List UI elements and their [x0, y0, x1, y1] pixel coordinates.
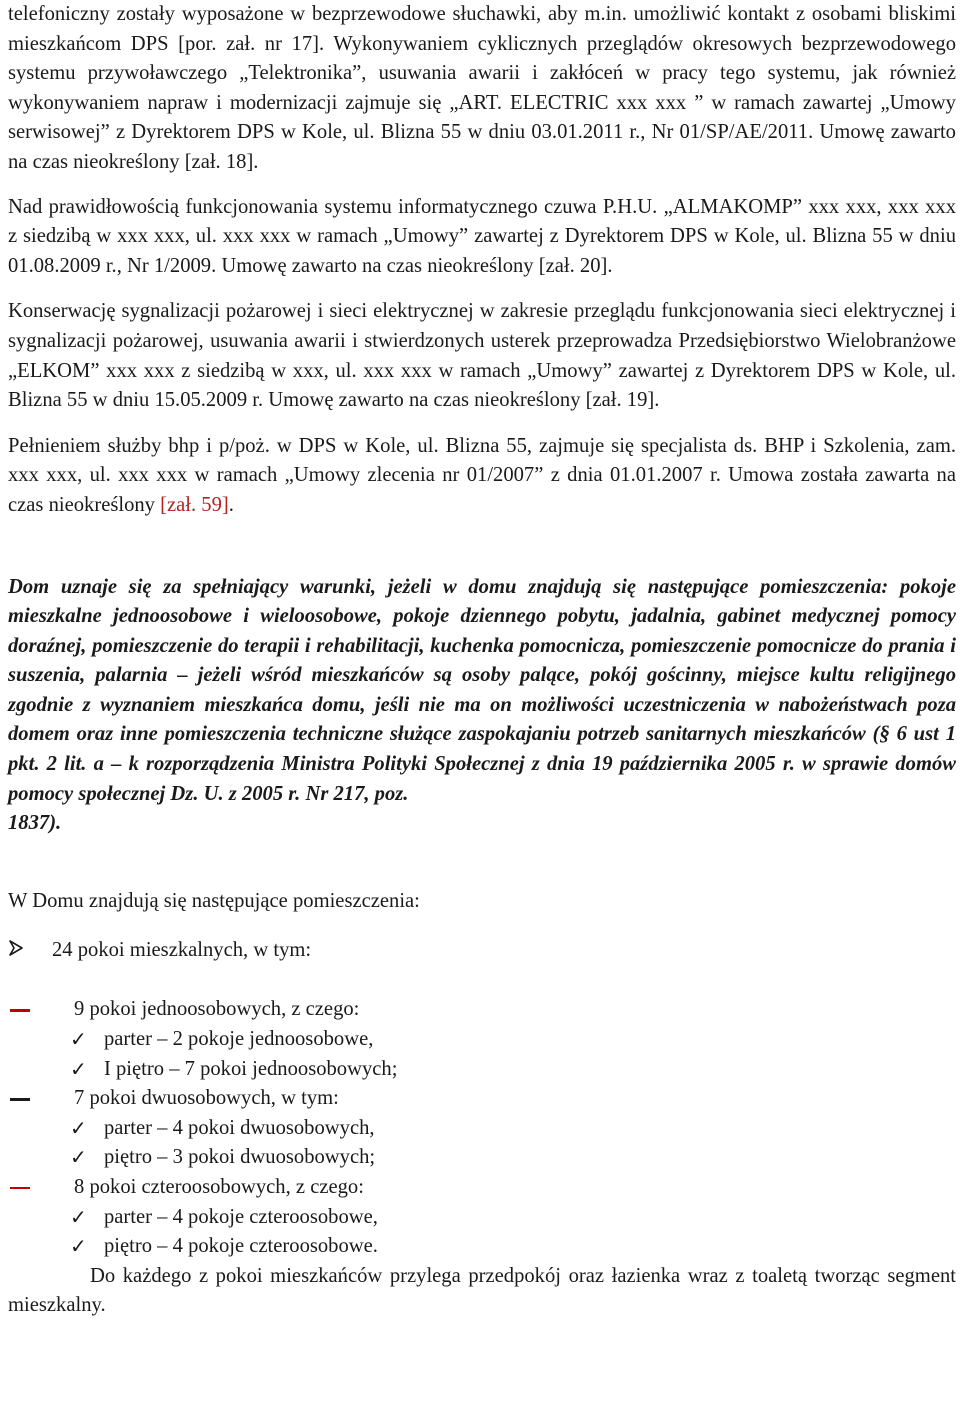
checkmark-icon: ✓: [70, 1115, 87, 1140]
checkmark-icon: ✓: [70, 1234, 87, 1259]
document-page: [8, 0, 956, 1321]
attachment-reference: [zał. 59]: [160, 493, 229, 516]
rooms-intro: W Domu znajdują się następujące pomieszczenia:: [8, 889, 420, 912]
check-item: ✓ I piętro – 7 pokoi jednoosobowych;: [8, 1055, 956, 1085]
checkmark-icon: ✓: [70, 1056, 87, 1081]
paragraph-fire-alarm: Konserwację sygnalizacji pożarowej i sieci elektrycznej w zakresie przeglądu funkcjonowania sieci elektrycznej i sygnalizacji pożarowej, usuwania awarii i stwierdzonych usterek przeprowadza Przedsiębiorstwo Wielobranżowe „ELKOM” xxx xxx z siedzibą w xxx, ul. xxx xxx w ramach „Umowy” zawartej z Dyrektorem DPS w Kole, ul. Blizna 55 w dniu 15.05.2009 r. Umowę zawarto na czas nieokreślony [zał. 19].: [8, 300, 957, 412]
group-quad-rooms: 8 pokoi czteroosobowych, z czego:: [74, 1176, 364, 1198]
paragraph-bhp: Pełnieniem służby bhp i p/poż. w DPS w Kole, ul. Blizna 55, zajmuje się specjalista ds. BHP i Szkolenia, zam. xxx xxx, ul. xxx xxx w ramach „Umowy zlecenia nr 01/2007” z dnia 01.01.2007 r. Umowa została zawarta na czas nieokreślony [zał. 59].: [8, 434, 956, 516]
checkmark-icon: ✓: [70, 1145, 87, 1170]
check-item: ✓ parter – 4 pokoje czteroosobowe,: [8, 1203, 956, 1233]
check-item: ✓ piętro – 3 pokoi dwuosobowych;: [8, 1143, 956, 1173]
room-groups: [8, 995, 956, 1261]
paragraph-it-system: Nad prawidłowością funkcjonowania systemu informatycznego czuwa P.H.U. „ALMAKOMP” xxx xxx, xxx xxx z siedzibą w xxx xxx, ul. xxx xxx w ramach „Umowy” zawartej z Dyrektorem DPS w Kole, ul. Blizna 55 w dniu 01.08.2009 r., Nr 1/2009. Umowę zawarto na czas nieokreślony [zał. 20].: [8, 195, 956, 277]
check-item: ✓ parter – 2 pokoje jednoosobowe,: [8, 1025, 956, 1055]
paragraph-telephone-service: telefoniczny zostały wyposażone w bezprzewodowe słuchawki, aby m.in. umożliwić kontakt z osobami bliskimi mieszkańcom DPS [por. zał. nr 17]. Wykonywaniem cyklicznych przeglądów okresowych bezprzewodowego systemu przywoławczego „Telektronika”, usuwania awarii i zakłóceń w pracy tego systemu, jak również wykonywaniem napraw i modernizacji zajmuje się „ART. ELECTRIC xxx xxx ” w ramach zawartej „Umowy serwisowej” z Dyrektorem DPS w Kole, ul. Blizna 55 w dniu 03.01.2011 r., Nr 01/SP/AE/2011. Umowę zawarto na czas nieokreślony [zał. 18].: [8, 3, 957, 173]
check-item: ✓ parter – 4 pokoi dwuosobowych,: [8, 1114, 956, 1144]
group-double-rooms: 7 pokoi dwuosobowych, w tym:: [74, 1087, 339, 1110]
closing-paragraph: Do każdego z pokoi mieszkańców przylega przedpokój oraz łazienka wraz z toaletą tworząc segment mieszkalny.: [8, 1264, 956, 1317]
checkmark-icon: ✓: [70, 1027, 87, 1052]
paragraph-requirements: Dom uznaje się za spełniający warunki, jeżeli w domu znajdują się następujące pomieszczenia: pokoje mieszkalne jednoosobowe i wieloosobowe, pokoje dziennego pobytu, jadalnia, gabinet medycznej pomocy doraźnej, pomieszczenie do terapii i rehabilitacji, kuchenka pomocnicza, pomieszczenie pomocnicze do prania i suszenia, palarnia – jeżeli wśród mieszkańców są osoby palące, pokój gościnny, miejsce kultu religijnego zgodnie z wyznaniem mieszkańca domu, jeśli nie ma on możliwości uczestniczenia w nabożeństwach poza domem oraz inne pomieszczenia techniczne służące zaspokajaniu potrzeb sanitarnych mieszkańców (§ 6 ust 1 pkt. 2 lit. a – k rozporządzenia Ministra Polityki Społecznej z dnia 19 października 2005 r. w sprawie domów pomocy społecznej Dz. U. z 2005 r. Nr 217, poz. 1837).: [8, 575, 957, 835]
checkmark-icon: ✓: [70, 1204, 87, 1229]
arrowhead-bullet-icon: [8, 936, 52, 966]
check-item: ✓ piętro – 4 pokoje czteroosobowe.: [8, 1232, 956, 1262]
rooms-total-item: 24 pokoi mieszkalnych, w tym:: [8, 935, 956, 965]
group-single-rooms: 9 pokoi jednoosobowych, z czego:: [74, 998, 360, 1021]
bhp-last-line: 01.01.2007 r. Umowa została zawarta na czas nieokreślony [zał. 59].: [8, 464, 956, 516]
